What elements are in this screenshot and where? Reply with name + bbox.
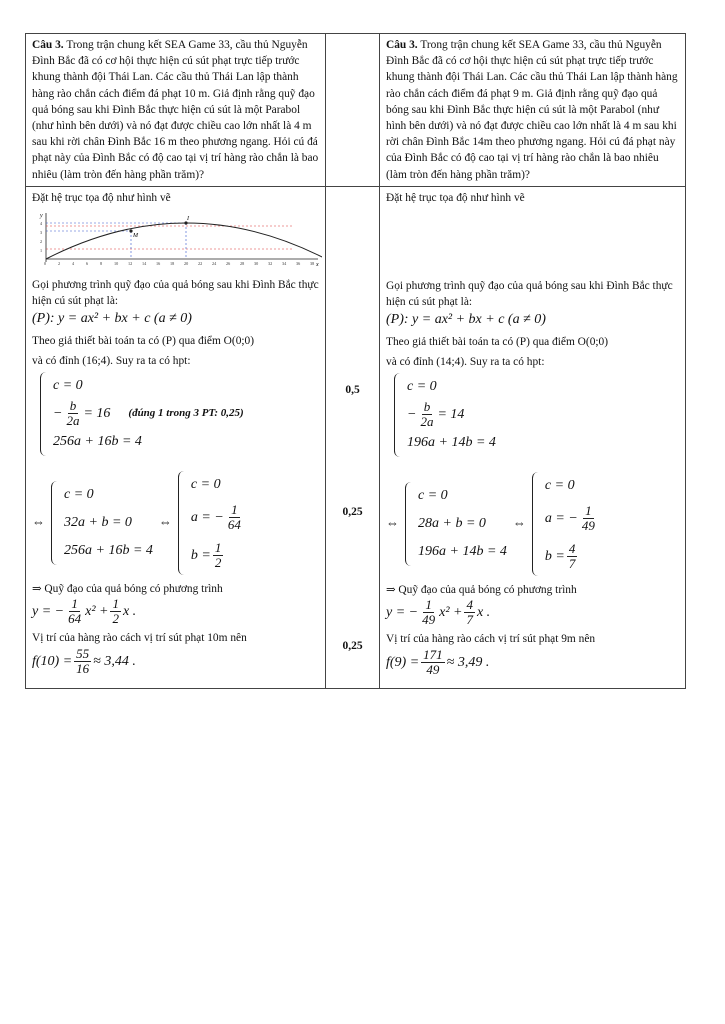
right-fence-text: Vị trí của hàng rào cách vị trí sút phạt 9m nên: [386, 633, 596, 646]
figure-x-label: x: [316, 261, 319, 268]
figure-x-tick: 2: [58, 260, 61, 266]
right-hyp-text: Theo giả thiết bài toán ta có (P) qua điểm O(0;0): [386, 336, 609, 349]
left-parabola-eq: (P): y = ax² + bx + c (a ≠ 0): [32, 311, 192, 327]
figure-x-tick: 22: [198, 260, 203, 266]
score-3: 0,25: [342, 640, 363, 653]
right-question-label: Câu 3.: [386, 39, 418, 51]
left-setup-text: Đặt hệ trục tọa độ như hình vẽ: [32, 191, 171, 204]
mid-question-cell: [326, 34, 380, 187]
right-system-3: c = 0 a = − $\frac{1}{49}$ b = $\frac{4}{7}$: [532, 472, 599, 576]
left-sys1-line2: − $\frac{b}{2a}$ = 16 (đúng 1 trong 3 PT: 0,25): [53, 397, 244, 428]
left-traj-text: ⇒ Quỹ đạo của quả bóng có phương trình: [32, 582, 223, 595]
figure-y-label: y: [40, 212, 43, 219]
figure-x-tick: 0: [44, 260, 47, 266]
figure-M-label: M: [133, 232, 138, 239]
left-hyp-text: Theo giả thiết bài toán ta có (P) qua điểm O(0;0): [32, 335, 255, 348]
right-equiv-row: ⇔ c = 0 28a + b = 0 196a + 14b = 4 ⇔ c = 0 a = − $\frac{1}{49}$ b = $\frac{4}{7}$: [386, 470, 679, 578]
left-equiv-row: ⇔ c = 0 32a + b = 0 256a + 16b = 4 ⇔ c = 0 a = − $\frac{1}{64}$ b = $\frac{1}{2}$: [32, 469, 319, 577]
left-system-1: [40, 372, 244, 456]
figure-x-tick: 30: [254, 260, 259, 266]
solution-row: [26, 186, 686, 689]
left-solution-cell: [26, 186, 326, 689]
score-2: 0,25: [342, 506, 363, 519]
right-system-2: c = 0 28a + b = 0 196a + 14b = 4: [405, 482, 507, 566]
right-question-text: Trong trận chung kết SEA Game 33, cầu thủ Nguyễn Đình Bắc đã có cơ hội thực hiện cú sút phạt trực tiếp trước khung thành đội Thái Lan. Các cầu thủ Thái Lan lập thành hàng rào chắn cách điểm đá phạt 9 m. Giả định rằng quỹ đạo quả bóng sau khi Đình Bắc thực hiện cú sút là một Parabol (như hình bên dưới) và nó đạt được chiều cao lớn nhất là 4 m sau khi rời chân Đình Bắc 14m theo phương ngang. Hỏi cú đá phạt này của Đình Bắc có độ cao tại vị trí hàng rào chắn là bao nhiêu (làm tròn đến hàng phần trăm)?: [386, 39, 678, 181]
figure-x-tick: 6: [86, 260, 89, 266]
figure-x-tick: 12: [128, 260, 133, 266]
figure-x-tick: 36: [296, 260, 301, 266]
figure-x-tick: 20: [184, 260, 189, 266]
left-call-text: Gọi phương trình quỹ đạo của quả bóng sau khi Đình Bắc thực hiện cú sút phạt là:: [32, 278, 319, 308]
right-result-eq: f(9) = $\frac{171}{49}$ ≈ 3,49 .: [386, 646, 490, 677]
left-result-eq: f(10) = $\frac{55}{16}$ ≈ 3,44 .: [32, 645, 136, 676]
left-question-cell: [26, 34, 326, 187]
figure-x-tick: 34: [282, 260, 287, 266]
score-1: 0,5: [345, 383, 360, 396]
figure-x-tick: 16: [156, 260, 161, 266]
left-question-text: Trong trận chung kết SEA Game 33, cầu thủ Nguyễn Đình Bắc đã có cơ hội thực hiện cú sút phạt trực tiếp trước khung thành đội Thái Lan. Các cầu thủ Thái Lan lập thành hàng rào chắn cách điểm đá phạt 10 m. Giả định rằng quỹ đạo quả bóng sau khi Đình Bắc thực hiện cú sút là một Parabol (như hình bên dưới) và nó đạt được chiều cao lớn nhất là 4 m sau khi rời chân Đình Bắc 16 m theo phương ngang. Hỏi cú đá phạt này của Đình Bắc có độ cao tại vị trí hàng rào chắn là bao nhiêu (làm tròn đến hàng phần trăm)?: [32, 39, 319, 181]
figure-x-tick: 14: [142, 260, 147, 266]
left-sys1-line3: 256a + 16b = 4: [53, 433, 142, 449]
left-question-label: Câu 3.: [32, 39, 64, 51]
left-vertex-text: và có đỉnh (16;4). Suy ra ta có hpt:: [32, 355, 191, 368]
left-sys1-line1: c = 0: [53, 377, 83, 393]
figure-x-tick: 18: [170, 260, 175, 266]
score-cell: [326, 186, 380, 689]
figure-x-tick: 32: [268, 260, 273, 266]
figure-y-tick: 2: [40, 238, 43, 244]
left-system-3: c = 0 a = − $\frac{1}{64}$ b = $\frac{1}{2}$: [178, 471, 245, 575]
figure-y-tick: 3: [40, 229, 43, 235]
right-traj-text: ⇒ Quỹ đạo của quả bóng có phương trình: [386, 583, 577, 596]
figure-x-tick: 8: [100, 260, 103, 266]
figure-y-tick: 4: [40, 220, 43, 226]
left-note: (đúng 1 trong 3 PT: 0,25): [128, 406, 244, 419]
question-row: [26, 34, 686, 187]
figure-x-tick: 28: [240, 260, 245, 266]
right-system-1: c = 0 − $\frac{b}{2a}$ = 14 196a + 14b = 4: [394, 373, 496, 457]
figure-x-tick: 38: [310, 260, 315, 266]
answer-key-table: [25, 33, 686, 689]
figure-x-tick: 24: [212, 260, 217, 266]
right-call-text: Gọi phương trình quỹ đạo của quả bóng sau khi Đình Bắc thực hiện cú sút phạt là:: [386, 279, 673, 309]
figure-y-tick: 1: [40, 247, 43, 253]
right-parabola-eq: (P): y = ax² + bx + c (a ≠ 0): [386, 312, 546, 328]
left-system-2: c = 0 32a + b = 0 256a + 16b = 4: [51, 481, 153, 565]
figure-x-tick: 10: [114, 260, 119, 266]
right-question-cell: [380, 34, 686, 187]
left-traj-eq: y = − $\frac{1}{64}$ x² + $\frac{1}{2}$ x .: [32, 595, 137, 627]
right-vertex-text: và có đỉnh (14;4). Suy ra ta có hpt:: [386, 356, 545, 369]
right-setup-text: Đặt hệ trục tọa độ như hình vẽ: [386, 191, 525, 204]
figure-I-label: I: [187, 215, 189, 222]
parabola-figure: [36, 209, 322, 269]
figure-x-tick: 4: [72, 260, 75, 266]
figure-x-tick: 26: [226, 260, 231, 266]
right-solution-cell: [380, 186, 686, 689]
right-traj-eq: y = − $\frac{1}{49}$ x² + $\frac{4}{7}$ x .: [386, 596, 491, 628]
left-fence-text: Vị trí của hàng rào cách vị trí sút phạt 10m nên: [32, 632, 247, 645]
